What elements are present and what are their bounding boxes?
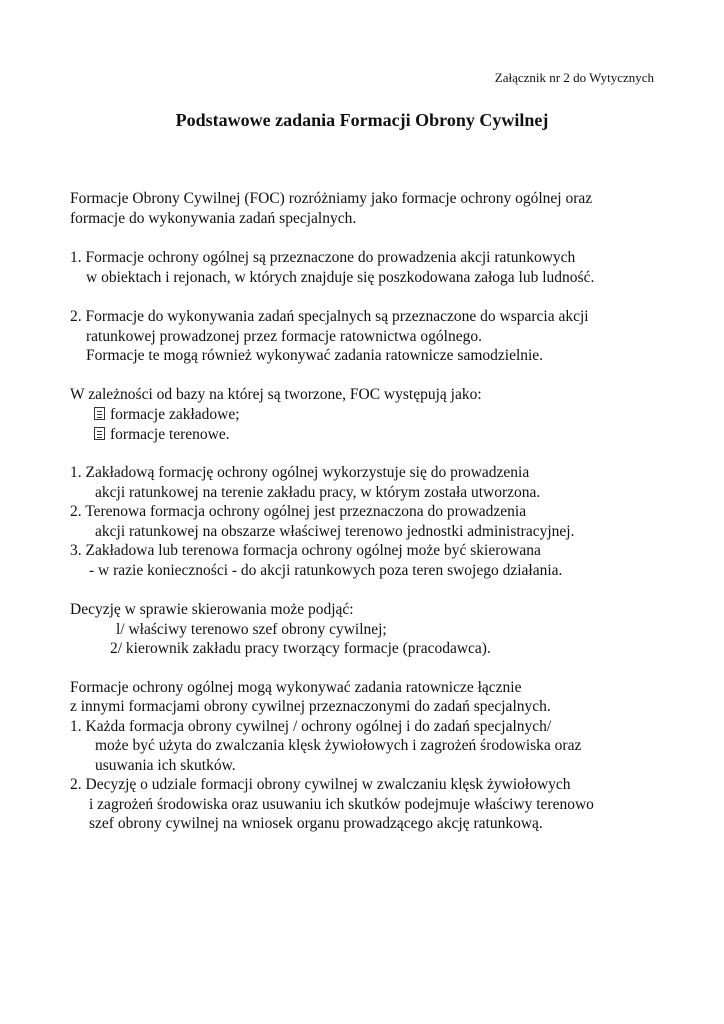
list-item-text: ratunkowej prowadzonej przez formacje ratownictwa ogólnego.: [86, 328, 482, 345]
text-line: Decyzję w sprawie skierowania może podjąć:: [70, 601, 354, 618]
text-line: 1. Każda formacja obrony cywilnej / ochrony ogólnej i do zadań specjalnych/: [70, 718, 552, 735]
annex-note: Załącznik nr 2 do Wytycznych: [494, 70, 654, 85]
text-line: i zagrożeń środowiska oraz usuwaniu ich skutków podejmuje właściwy terenowo: [89, 796, 594, 813]
list-item-text: formacje zakładowe;: [110, 406, 240, 423]
list-item-text: formacje terenowe.: [110, 426, 230, 443]
text-line: Formacje Obrony Cywilnej (FOC) rozróżniamy jako formacje ochrony ogólnej oraz: [70, 190, 593, 207]
text-line: Formacje ochrony ogólnej mogą wykonywać zadania ratownicze łącznie: [70, 679, 522, 696]
document-icon: [94, 407, 105, 420]
text-line: szef obrony cywilnej na wniosek organu prowadzącego akcję ratunkową.: [89, 815, 543, 832]
list-item: [94, 425, 230, 445]
list-item-text: 2/ kierownik zakładu pracy tworzący formacje (pracodawca).: [110, 640, 491, 657]
text-line: akcji ratunkowej na obszarze właściwej terenowo jednostki administracyjnej.: [95, 523, 575, 540]
page-title: Podstawowe zadania Formacji Obrony Cywilnej: [175, 110, 549, 130]
list-item-text: l/ właściwy terenowo szef obrony cywilnej;: [116, 621, 387, 638]
text-line: z innymi formacjami obrony cywilnej przeznaczonymi do zadań specjalnych.: [70, 698, 551, 715]
text-line: 2. Decyzję o udziale formacji obrony cywilnej w zwalczaniu klęsk żywiołowych: [70, 776, 571, 793]
text-line: 3. Zakładowa lub terenowa formacja ochrony ogólnej może być skierowana: [70, 542, 541, 559]
text-line: formacje do wykonywania zadań specjalnych.: [70, 210, 357, 227]
list-item: [94, 405, 240, 425]
text-line: 2. Terenowa formacja ochrony ogólnej jest przeznaczona do prowadzenia: [70, 503, 527, 520]
text-line: usuwania ich skutków.: [95, 757, 236, 774]
text-line: W zależności od bazy na której są tworzone, FOC występują jako:: [70, 386, 482, 403]
list-item-text: w obiektach i rejonach, w których znajduje się poszkodowana załoga lub ludność.: [86, 269, 595, 286]
list-item-text: 2. Formacje do wykonywania zadań specjalnych są przeznaczone do wsparcia akcji: [70, 308, 589, 325]
text-line: - w razie konieczności - do akcji ratunkowych poza teren swojego działania.: [89, 562, 563, 579]
text-line: 1. Zakładową formację ochrony ogólnej wykorzystuje się do prowadzenia: [70, 464, 530, 481]
text-line: akcji ratunkowej na terenie zakładu pracy, w którym została utworzona.: [95, 484, 541, 501]
list-item-text: 1. Formacje ochrony ogólnej są przeznaczone do prowadzenia akcji ratunkowych: [70, 249, 576, 266]
text-line: może być użyta do zwalczania klęsk żywiołowych i zagrożeń środowiska oraz: [95, 737, 582, 754]
document-icon: [94, 427, 105, 440]
list-item-text: Formacje te mogą również wykonywać zadania ratownicze samodzielnie.: [86, 347, 544, 364]
